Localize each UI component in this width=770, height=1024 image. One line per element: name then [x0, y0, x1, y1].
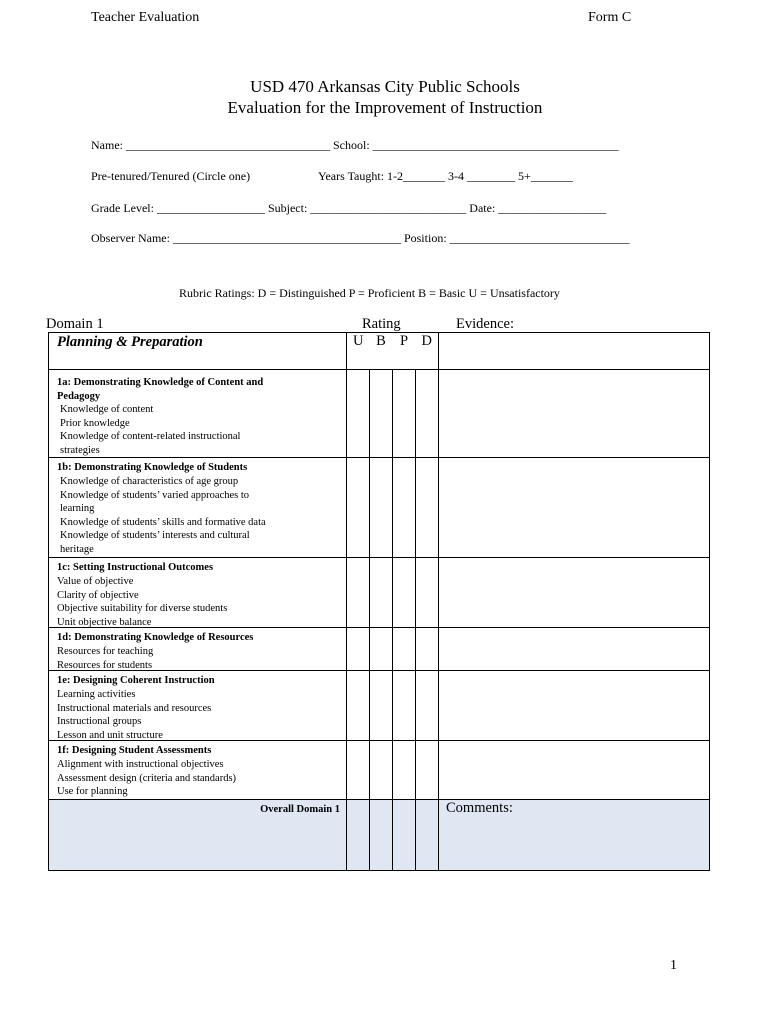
rating-header-u: U — [347, 333, 370, 370]
rating-header-d: D — [416, 333, 439, 370]
overall-rating-p[interactable] — [393, 799, 416, 870]
rating-cell-u[interactable] — [347, 370, 370, 458]
rating-cell-d[interactable] — [416, 671, 439, 741]
rating-cell-u[interactable] — [347, 458, 370, 558]
rating-cell-d[interactable] — [416, 558, 439, 628]
overall-rating-u[interactable] — [347, 799, 370, 870]
section-title: 1b: Demonstrating Knowledge of Students — [57, 462, 248, 474]
section-row-1f — [49, 741, 710, 799]
list-item: Knowledge of students’ varied approaches to learning — [60, 489, 250, 515]
section-1e-desc — [49, 671, 347, 741]
overall-rating-d[interactable] — [416, 799, 439, 870]
list-item: Value of objective — [57, 575, 134, 587]
list-item: Alignment with instructional objectives — [57, 758, 224, 770]
domain-label: Domain 1 — [46, 316, 104, 332]
domain-table — [48, 332, 710, 871]
list-item: Knowledge of students’ skills and formative data — [60, 516, 266, 528]
evidence-header-cell — [439, 333, 710, 370]
rating-cell-u[interactable] — [347, 671, 370, 741]
document-title-line1: USD 470 Arkansas City Public Schools — [250, 77, 520, 96]
comments-cell[interactable] — [439, 799, 710, 870]
rating-cell-b[interactable] — [370, 458, 393, 558]
rating-cell-d[interactable] — [416, 628, 439, 671]
evidence-cell[interactable] — [439, 671, 710, 741]
evidence-label: Evidence: — [456, 316, 514, 332]
section-title: 1e: Designing Coherent Instruction — [57, 675, 215, 687]
list-item: Learning activities — [57, 688, 136, 700]
domain-title-cell — [49, 333, 347, 370]
rating-cell-b[interactable] — [370, 628, 393, 671]
overall-label-cell — [49, 799, 347, 870]
section-row-1a — [49, 370, 710, 458]
rating-cell-p[interactable] — [393, 671, 416, 741]
evidence-cell[interactable] — [439, 558, 710, 628]
section-title: 1d: Demonstrating Knowledge of Resources — [57, 632, 254, 644]
list-item: Resources for teaching — [57, 645, 154, 657]
header-left: Teacher Evaluation — [91, 10, 200, 25]
rating-cell-u[interactable] — [347, 628, 370, 671]
rating-header-b: B — [370, 333, 393, 370]
rating-cell-p[interactable] — [393, 558, 416, 628]
rating-cell-b[interactable] — [370, 558, 393, 628]
rating-cell-d[interactable] — [416, 458, 439, 558]
tenure-field: Pre-tenured/Tenured (Circle one) — [91, 169, 251, 183]
section-1a-desc — [49, 370, 347, 458]
rating-cell-d[interactable] — [416, 370, 439, 458]
evidence-cell[interactable] — [439, 370, 710, 458]
list-item: Objective suitability for diverse students — [57, 603, 228, 615]
years-taught-field: Years Taught: 1-2_______ 3-4 ________ 5+_______ — [318, 169, 573, 183]
section-1c-desc — [49, 558, 347, 628]
rating-cell-u[interactable] — [347, 558, 370, 628]
rating-cell-b[interactable] — [370, 370, 393, 458]
section-row-1b — [49, 458, 710, 558]
section-row-1e — [49, 671, 710, 741]
observer-position-field: Observer Name: ______________________________________ Position: ______________________________ — [91, 231, 630, 245]
rating-cell-b[interactable] — [370, 741, 393, 799]
rating-cell-b[interactable] — [370, 671, 393, 741]
overall-rating-b[interactable] — [370, 799, 393, 870]
page-number: 1 — [670, 958, 677, 973]
rating-cell-p[interactable] — [393, 458, 416, 558]
grade-subject-date-field: Grade Level: __________________ Subject: __________________________ Date: __________________ — [91, 201, 607, 215]
list-item: Prior knowledge — [60, 417, 130, 429]
rating-header-p: P — [393, 333, 416, 370]
rating-cell-u[interactable] — [347, 741, 370, 799]
document-title-line2: Evaluation for the Improvement of Instruction — [227, 98, 543, 117]
evidence-cell[interactable] — [439, 458, 710, 558]
rating-label: Rating — [362, 316, 401, 332]
evidence-cell[interactable] — [439, 628, 710, 671]
rating-cell-p[interactable] — [393, 370, 416, 458]
table-header-row — [49, 333, 710, 370]
list-item: Unit objective balance — [57, 616, 152, 628]
rubric-legend: Rubric Ratings: D = Distinguished P = Proficient B = Basic U = Unsatisfactory — [179, 286, 560, 300]
overall-row — [49, 799, 710, 870]
list-item: Use for planning — [57, 786, 128, 798]
name-school-field: Name: __________________________________ School: _________________________________________ — [91, 138, 619, 152]
header-right: Form C — [588, 10, 632, 25]
list-item: Knowledge of students’ interests and cultural heritage — [60, 530, 250, 555]
section-title: 1a: Demonstrating Knowledge of Content and Pedagogy — [57, 377, 264, 402]
list-item: Lesson and unit structure — [57, 729, 163, 741]
list-item: Clarity of objective — [57, 589, 139, 601]
rating-cell-d[interactable] — [416, 741, 439, 799]
section-title: 1c: Setting Instructional Outcomes — [57, 562, 214, 574]
section-1f-desc — [49, 741, 347, 799]
rating-cell-p[interactable] — [393, 628, 416, 671]
section-row-1c — [49, 558, 710, 628]
rating-cell-p[interactable] — [393, 741, 416, 799]
overall-domain-label: Overall Domain 1 — [260, 803, 340, 815]
section-1d-desc — [49, 628, 347, 671]
list-item: Instructional groups — [57, 716, 142, 728]
list-item: Knowledge of characteristics of age group — [60, 475, 239, 487]
list-item: Knowledge of content-related instructional strategies — [60, 431, 241, 456]
list-item: Knowledge of content — [60, 404, 154, 416]
list-item: Resources for students — [57, 659, 153, 671]
comments-label: Comments: — [446, 799, 513, 816]
domain-title: Planning & Preparation — [57, 334, 203, 350]
section-row-1d — [49, 628, 710, 671]
section-1b-desc — [49, 458, 347, 558]
evidence-cell[interactable] — [439, 741, 710, 799]
list-item: Instructional materials and resources — [57, 702, 212, 714]
section-title: 1f: Designing Student Assessments — [57, 745, 212, 757]
list-item: Assessment design (criteria and standards) — [57, 772, 237, 784]
